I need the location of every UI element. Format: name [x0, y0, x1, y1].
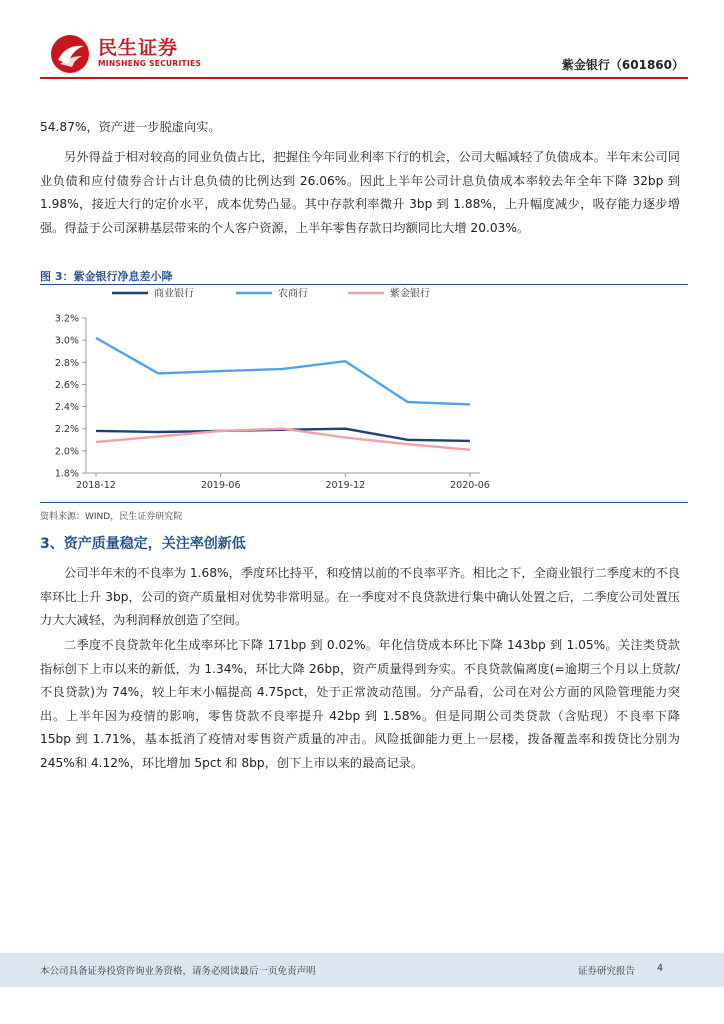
chart-legend: [112, 287, 430, 300]
header-company: 紫金银行（601860）: [561, 58, 684, 72]
x-tick-labels: [76, 473, 490, 491]
logo-name-en: MINSHENG SECURITIES: [98, 59, 202, 68]
paragraph-1: 54.87%，资产进一步脱虚向实。: [40, 120, 221, 134]
minsheng-logo-icon: [50, 34, 90, 74]
nim-line-chart: [40, 286, 688, 500]
y-tick-label: 3.2%: [54, 313, 79, 325]
paragraph-4: 二季度不良贷款年化生成率环比下降 171bp 到 0.02%。年化信贷成本环比下降 143bp 到 1.05%。关注类贷款指标创下上市以来的新低，为 1.34%，环比大降 26bp，资产质量得到夯实。不良贷款偏离度(=逾期三个月以上贷款/不良贷款)为 74%，较上年末小幅提高 4.75pct，处于正常波动范围。分产品看，公司在对公方面的风险管理能力突出。上半年因为疫情的影响，零售贷款不良率提升 42bp 到 1.58%。但是同期公司类贷款（含贴现）不良率下降 15bp 到 1.71%，基本抵消了疫情对零售资产质量的冲击。风险抵御能力更上一层楼，拨备覆盖率和拨贷比分别为 245%和 4.12%，环比增加 5pct 和 8bp，创下上市以来的最高记录。: [40, 638, 680, 770]
y-tick-label: 2.4%: [54, 402, 79, 414]
legend-label: 紫金银行: [390, 288, 430, 300]
x-tick-label: 2019-06: [200, 480, 241, 491]
header-rule: [40, 77, 688, 79]
y-tick-label: 1.8%: [54, 468, 79, 480]
figure-top-rule: [40, 284, 688, 285]
x-tick-label: 2018-12: [76, 480, 116, 491]
logo-name-cn: 民生证券: [98, 37, 179, 59]
y-tick-label: 2.0%: [54, 446, 79, 458]
paragraph-3: 公司半年末的不良率为 1.68%，季度环比持平，和疫情以前的不良率平齐。相比之下，全商业银行二季度末的不良率环比上升 3bp，公司的资产质量相对优势非常明显。在一季度对不良贷款进行集中确认处置之后，二季度公司处置压力大大减轻，为利润释放创造了空间。: [40, 566, 680, 627]
y-tick-labels: [55, 314, 86, 480]
footer-report-type: 证券研究报告: [578, 966, 636, 977]
legend-label: 商业银行: [154, 288, 194, 300]
chart-series: [96, 338, 470, 450]
y-tick-label: 2.8%: [54, 357, 79, 369]
y-tick-label: 2.6%: [54, 379, 79, 391]
series-line-1: [96, 338, 470, 405]
figure-title: 图 3：紫金银行净息差小降: [40, 270, 173, 283]
page-header: [0, 0, 724, 82]
page-number: 4: [657, 963, 664, 974]
page-footer: [0, 953, 724, 987]
figure-bottom-rule: [40, 502, 688, 503]
paragraph-2: 另外得益于相对较高的同业负债占比，把握住今年同业利率下行的机会，公司大幅减轻了负债成本。半年末公司同业负债和应付债券合计占计息负债的比例达到 26.06%。因此上半年公司计息负债成本率较去年全年下降 32bp 到 1.98%，接近大行的定价水平，成本优势凸显。其中存款利率微升 3bp 到 1.88%，上升幅度减少，吸存能力逐步增强。得益于公司深耕基层带来的个人客户资源，上半年零售存款日均额同比大增 20.03%。: [40, 150, 680, 235]
footer-disclaimer: 本公司具备证券投资咨询业务资格，请务必阅读最后一页免责声明: [40, 966, 316, 977]
x-tick-label: 2020-06: [450, 480, 490, 491]
figure-source: 资料来源：WIND，民生证券研究院: [40, 512, 183, 522]
series-line-0: [96, 429, 470, 441]
legend-label: 农商行: [278, 288, 308, 300]
section-title: 3、资产质量稳定，关注率创新低: [40, 536, 246, 552]
y-tick-label: 2.2%: [54, 424, 79, 436]
x-tick-label: 2019-12: [325, 480, 366, 491]
y-tick-label: 3.0%: [54, 335, 79, 347]
